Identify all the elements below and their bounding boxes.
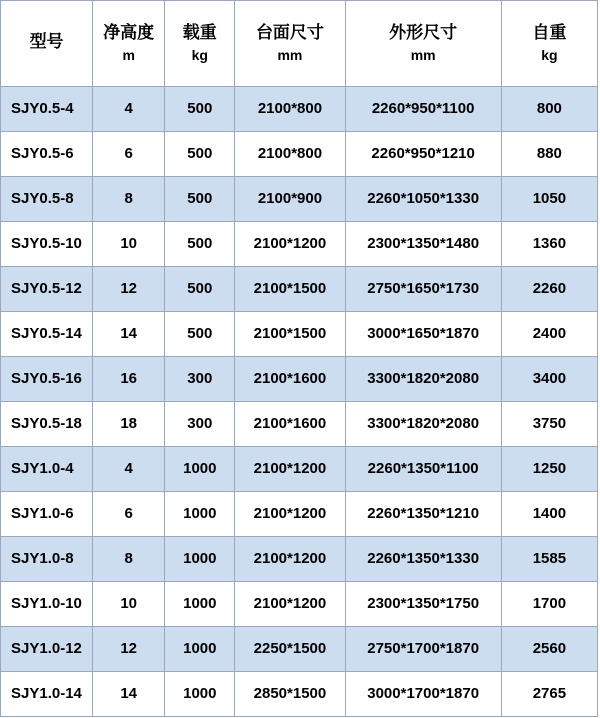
column-header-net-height-unit: m [122,47,135,64]
table-cell: 10 [93,582,165,627]
table-cell: 1585 [501,537,597,582]
table-cell: 1000 [165,492,235,537]
table-cell: 1250 [501,447,597,492]
column-header-load [165,1,235,87]
table-cell: 500 [165,177,235,222]
table-cell: 2100*1200 [235,222,345,267]
table-cell: 2100*1200 [235,492,345,537]
column-header-overall-size-unit: mm [410,47,436,64]
table-cell: 2100*1600 [235,402,345,447]
table-cell: 2100*1600 [235,357,345,402]
column-header-platform-size [235,1,345,87]
table-cell: 3300*1820*2080 [345,402,501,447]
column-header-model [1,1,93,87]
column-header-load-unit: kg [191,47,208,64]
table-row [1,357,598,402]
table-cell: 1000 [165,447,235,492]
table-cell: 10 [93,222,165,267]
table-row [1,87,598,132]
table-row [1,447,598,492]
table-cell: 2260*950*1100 [345,87,501,132]
table-cell: 4 [93,447,165,492]
table-cell: 1400 [501,492,597,537]
table-cell: 3750 [501,402,597,447]
table-cell: 3000*1650*1870 [345,312,501,357]
table-cell: SJY0.5-4 [1,87,93,132]
table-cell: 16 [93,357,165,402]
table-cell: 12 [93,267,165,312]
table-cell: SJY0.5-12 [1,267,93,312]
table-cell: 1000 [165,582,235,627]
table-cell: 4 [93,87,165,132]
column-header-overall-size-main: 外形尺寸 [389,23,458,43]
table-cell: 2850*1500 [235,672,345,717]
table-body [1,87,598,717]
table-cell: 2260*1050*1330 [345,177,501,222]
table-row [1,132,598,177]
table-cell: SJY1.0-14 [1,672,93,717]
table-cell: SJY1.0-4 [1,447,93,492]
table-row [1,537,598,582]
table-cell: SJY1.0-10 [1,582,93,627]
table-cell: 2100*800 [235,87,345,132]
table-row [1,222,598,267]
table-cell: 8 [93,177,165,222]
table-cell: 1360 [501,222,597,267]
table-cell: 2260*1350*1100 [345,447,501,492]
column-header-self-weight-unit: kg [541,47,558,64]
table-cell: SJY1.0-6 [1,492,93,537]
table-cell: 2300*1350*1480 [345,222,501,267]
table-cell: 8 [93,537,165,582]
table-cell: 2260 [501,267,597,312]
table-cell: 14 [93,672,165,717]
table-cell: 2560 [501,627,597,672]
table-header [1,1,598,87]
table-cell: SJY0.5-10 [1,222,93,267]
table-cell: 18 [93,402,165,447]
table-cell: 1000 [165,627,235,672]
table-cell: SJY0.5-18 [1,402,93,447]
table-cell: 1000 [165,672,235,717]
table-cell: 500 [165,87,235,132]
column-header-platform-size-unit: mm [277,47,303,64]
table-cell: 1050 [501,177,597,222]
column-header-load-main: 载重 [182,23,217,43]
table-row [1,402,598,447]
table-row [1,312,598,357]
table-cell: 500 [165,132,235,177]
table-cell: 2100*1500 [235,267,345,312]
table-cell: 3400 [501,357,597,402]
table-cell: 1000 [165,537,235,582]
table-cell: 2100*1200 [235,447,345,492]
table-cell: 2100*1500 [235,312,345,357]
table-row [1,672,598,717]
table-cell: SJY1.0-8 [1,537,93,582]
table-cell: 2300*1350*1750 [345,582,501,627]
column-header-overall-size [345,1,501,87]
table-cell: 300 [165,357,235,402]
table-cell: SJY0.5-14 [1,312,93,357]
table-row [1,177,598,222]
table-cell: 2260*1350*1210 [345,492,501,537]
table-cell: 2750*1700*1870 [345,627,501,672]
table-cell: 3300*1820*2080 [345,357,501,402]
table-cell: 2260*1350*1330 [345,537,501,582]
table-cell: 2400 [501,312,597,357]
table-cell: 300 [165,402,235,447]
table-row [1,267,598,312]
table-cell: 2250*1500 [235,627,345,672]
table-cell: 2100*1200 [235,582,345,627]
table-cell: 6 [93,492,165,537]
table-cell: 2100*800 [235,132,345,177]
table-cell: SJY0.5-6 [1,132,93,177]
table-cell: 6 [93,132,165,177]
column-header-self-weight [501,1,597,87]
table-cell: 880 [501,132,597,177]
table-cell: 500 [165,267,235,312]
table-cell: SJY1.0-12 [1,627,93,672]
table-row [1,492,598,537]
table-cell: 2260*950*1210 [345,132,501,177]
table-cell: 12 [93,627,165,672]
table-cell: SJY0.5-8 [1,177,93,222]
table-row [1,627,598,672]
table-row [1,582,598,627]
column-header-net-height-main: 净高度 [103,23,155,43]
column-header-self-weight-main: 自重 [532,23,567,43]
table-cell: 800 [501,87,597,132]
table-cell: SJY0.5-16 [1,357,93,402]
table-cell: 500 [165,222,235,267]
table-cell: 2765 [501,672,597,717]
table-cell: 2100*900 [235,177,345,222]
column-header-net-height [93,1,165,87]
column-header-platform-size-main: 台面尺寸 [255,23,324,43]
column-header-model-main: 型号 [29,31,64,51]
table-header-row [1,1,598,87]
table-cell: 2750*1650*1730 [345,267,501,312]
table-cell: 14 [93,312,165,357]
table-cell: 2100*1200 [235,537,345,582]
table-cell: 500 [165,312,235,357]
table-cell: 1700 [501,582,597,627]
table-cell: 3000*1700*1870 [345,672,501,717]
